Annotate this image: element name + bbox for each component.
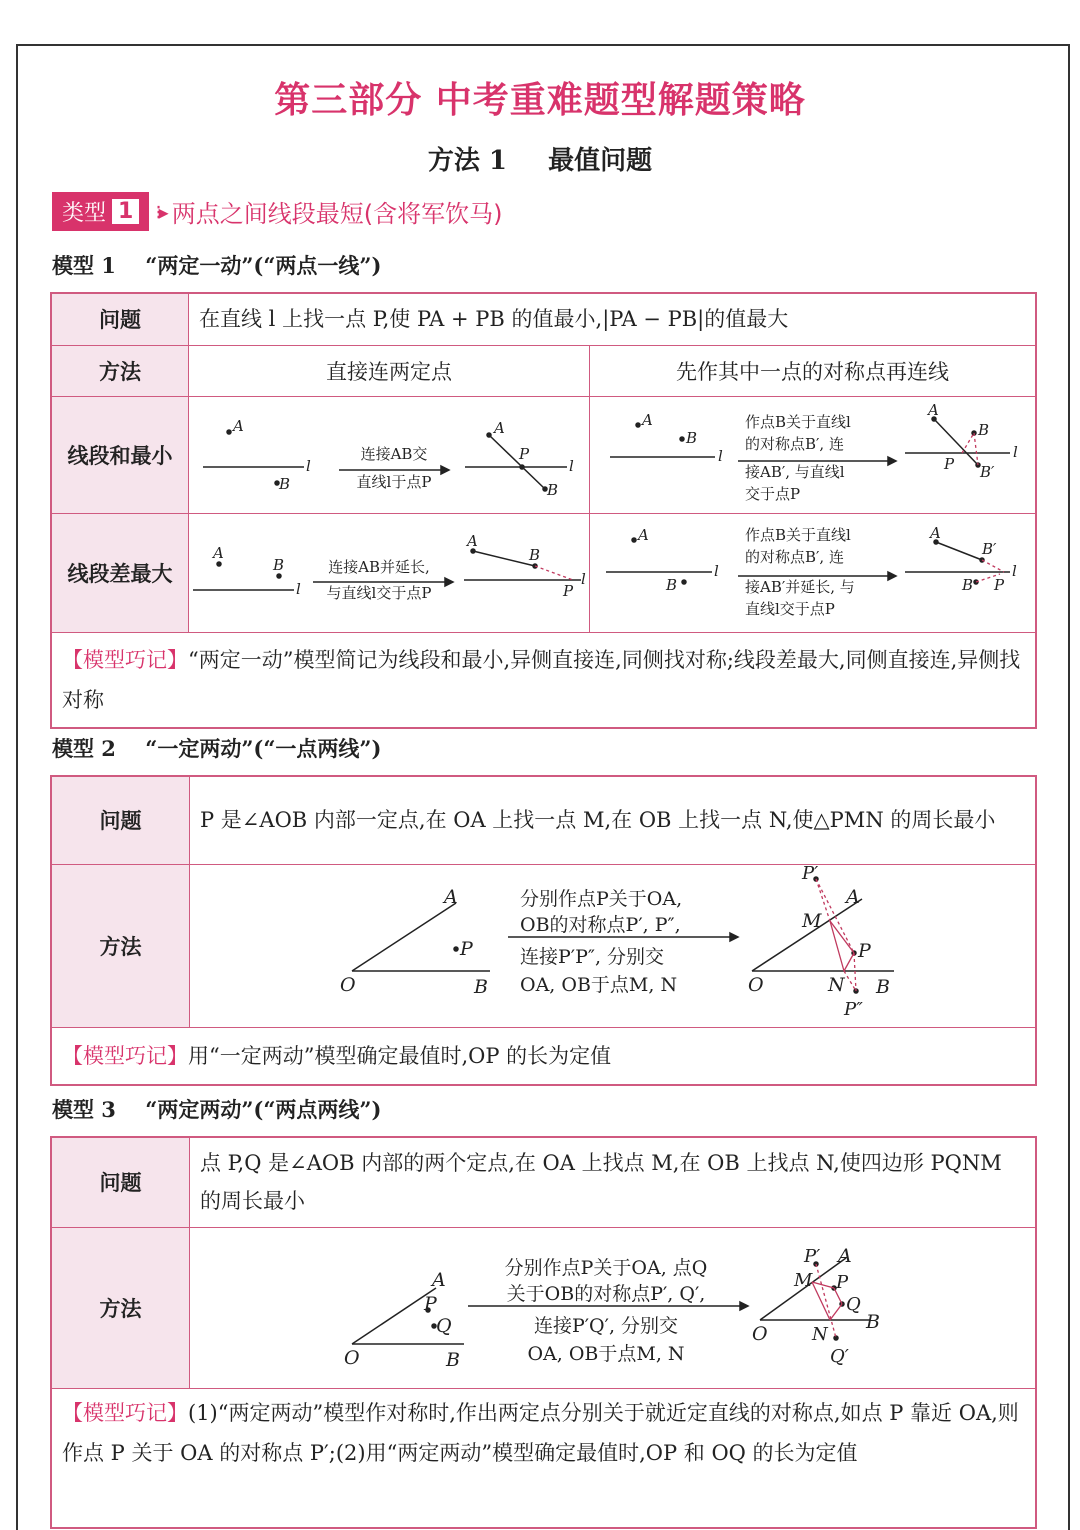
model1-sum-symmetric-figure: [590, 396, 1037, 513]
model1-table: [50, 292, 1037, 729]
caption-line: 接AB′并延长, 与: [745, 577, 855, 596]
svg-text:A: A: [444, 885, 458, 908]
model2-tip: [51, 1027, 1036, 1085]
model3-name: “两定两动”(“两点两线”): [145, 1097, 382, 1122]
svg-text:N: N: [828, 973, 845, 996]
model2-table: [50, 775, 1037, 1086]
type-title: 两点之间线段最短(含将军饮马): [171, 200, 503, 228]
model3-number: 模型 3: [52, 1097, 116, 1122]
caption-line: 作点B关于直线l: [745, 525, 851, 544]
model2-method-label: 方法: [51, 864, 190, 1027]
svg-text:l: l: [296, 579, 301, 598]
model1-number: 模型 1: [52, 253, 116, 278]
model2-question: P 是∠AOB 内部一定点,在 OA 上找一点 M,在 OB 上找一点 N,使△PMN 的周长最小: [190, 776, 1037, 864]
svg-text:B: B: [474, 975, 488, 998]
caption-line: 直线l于点P: [356, 472, 432, 491]
svg-text:B: B: [666, 575, 678, 594]
page-title: 第三部分 中考重难题型解题策略: [274, 80, 806, 121]
model3-tip-text: (1)“两定两动”模型作对称时,作出两定点分别关于就近定直线的对称点,如点 P 靠近 OA,则作点 P 关于 OA 的对称点 P′;(2)用“两定两动”模型确定最值时,OP 和 OQ 的长为定值: [62, 1400, 1019, 1465]
svg-text:P′: P′: [802, 864, 819, 884]
model1-tip: [51, 632, 1036, 728]
tip-tag: 【模型巧记】: [62, 647, 188, 672]
svg-text:l: l: [306, 456, 311, 475]
model1-name: “两定一动”(“两点一线”): [145, 253, 382, 278]
caption-line: 的对称点B′, 连: [745, 547, 844, 566]
model1-sum-label: 线段和最小: [51, 396, 189, 513]
svg-text:A: A: [642, 410, 653, 429]
svg-text:A: A: [213, 543, 224, 562]
caption-line: 分别作点P关于OA,: [520, 887, 683, 910]
model1-method-col1: 直接连两定点: [189, 345, 590, 396]
model3-tip: [51, 1388, 1036, 1528]
svg-text:l: l: [1012, 561, 1017, 580]
model1-question: 在直线 l 上找一点 P,使 PA + PB 的值最小,|PA − PB|的值最大: [189, 293, 1037, 345]
svg-text:M: M: [794, 1269, 813, 1291]
model1-method-col2: 先作其中一点的对称点再连线: [590, 345, 1037, 396]
svg-text:P: P: [858, 939, 871, 962]
caption-line: 接AB′, 与直线l: [745, 462, 845, 481]
model3-heading: [52, 1094, 381, 1124]
caption-line: 的对称点B′, 连: [745, 434, 844, 453]
svg-text:P: P: [563, 581, 574, 600]
model1-diff-label: 线段差最大: [51, 513, 189, 632]
model2-heading: [52, 733, 381, 763]
type-heading: [52, 192, 502, 231]
svg-text:A: A: [494, 418, 505, 437]
svg-text:l: l: [569, 456, 574, 475]
model3-table: [50, 1136, 1037, 1529]
svg-text:A: A: [838, 1244, 852, 1267]
model2-figure: [190, 864, 1037, 1027]
caption-line: 直线l交于点P: [745, 599, 835, 618]
svg-text:O: O: [748, 973, 764, 996]
model3-question-label: 问题: [51, 1137, 190, 1227]
caption-line: OA, OB于点M, N: [520, 973, 678, 996]
svg-text:B: B: [866, 1310, 880, 1333]
svg-text:Q: Q: [846, 1293, 861, 1315]
svg-text:B: B: [547, 480, 559, 499]
model1-diff-direct-figure: [189, 513, 590, 632]
svg-text:l: l: [714, 561, 719, 580]
caption-line: 与直线l交于点P: [326, 583, 432, 602]
svg-text:B′: B′: [982, 539, 997, 558]
svg-text:N: N: [812, 1323, 828, 1345]
svg-text:A: A: [928, 400, 939, 419]
svg-text:B: B: [978, 420, 990, 439]
svg-text:O: O: [344, 1346, 360, 1369]
svg-text:P: P: [424, 1292, 437, 1315]
model1-sum-direct-figure: [189, 396, 590, 513]
svg-text:O: O: [752, 1322, 768, 1345]
svg-text:B′: B′: [980, 462, 995, 481]
svg-text:P: P: [994, 575, 1005, 594]
model2-number: 模型 2: [52, 736, 116, 761]
model3-question: 点 P,Q 是∠AOB 内部的两个定点,在 OA 上找点 M,在 OB 上找点 N,使四边形 PQNM 的周长最小: [190, 1137, 1037, 1227]
svg-text:B: B: [529, 545, 541, 564]
svg-text:P″: P″: [844, 998, 863, 1020]
caption-line: OB的对称点P′, P″,: [520, 913, 681, 936]
tip-tag: 【模型巧记】: [62, 1400, 188, 1425]
svg-text:A: A: [638, 525, 649, 544]
caption-line: OA, OB于点M, N: [527, 1342, 685, 1365]
svg-text:B: B: [273, 555, 285, 574]
model3-method-label: 方法: [51, 1227, 190, 1388]
svg-text:A: A: [432, 1268, 446, 1291]
type-label: 类型: [62, 201, 107, 226]
svg-text:A: A: [930, 523, 941, 542]
svg-text:O: O: [340, 973, 356, 996]
type-badge: [52, 192, 149, 231]
caption-line: 连接AB并延长,: [328, 557, 430, 576]
model1-diff-symmetric-figure: [590, 513, 1037, 632]
svg-text:l: l: [1013, 442, 1018, 461]
model1-question-label: 问题: [51, 293, 189, 345]
svg-text:A: A: [467, 531, 478, 550]
model1-method-label: 方法: [51, 345, 189, 396]
method-heading: [0, 140, 1080, 177]
svg-text:B: B: [446, 1348, 460, 1371]
svg-text:Q′: Q′: [830, 1345, 849, 1367]
svg-text:M: M: [802, 909, 822, 932]
model2-name: “一定两动”(“一点两线”): [145, 736, 382, 761]
model3-figure: [190, 1227, 1037, 1388]
model1-tip-text: “两定一动”模型简记为线段和最小,异侧直接连,同侧找对称;线段差最大,同侧直接连,异侧找对称: [62, 647, 1021, 712]
svg-text:A: A: [233, 416, 244, 435]
svg-text:l: l: [718, 446, 723, 465]
svg-text:l: l: [581, 569, 586, 588]
svg-text:P: P: [460, 937, 473, 960]
svg-text:P: P: [519, 444, 530, 463]
type-number: 1: [112, 199, 139, 224]
caption-line: 连接P′Q′, 分别交: [533, 1314, 679, 1337]
svg-text:P: P: [836, 1271, 849, 1293]
caption-line: 连接AB交: [360, 444, 428, 463]
svg-text:P′: P′: [804, 1245, 821, 1267]
model2-tip-text: 用“一定两动”模型确定最值时,OP 的长为定值: [188, 1043, 612, 1068]
svg-text:B: B: [686, 428, 698, 447]
model2-question-label: 问题: [51, 776, 190, 864]
svg-text:B: B: [279, 474, 291, 493]
svg-text:A: A: [846, 885, 860, 908]
method-name: 最值问题: [548, 146, 653, 176]
caption-line: 作点B关于直线l: [745, 412, 851, 431]
svg-text:Q: Q: [436, 1314, 452, 1337]
svg-text:P: P: [944, 454, 955, 473]
caption-line: 交于点P: [745, 484, 801, 503]
tip-tag: 【模型巧记】: [62, 1043, 188, 1068]
svg-text:B: B: [962, 575, 974, 594]
caption-line: 关于OB的对称点P′, Q′,: [506, 1282, 706, 1305]
svg-text:B: B: [876, 975, 890, 998]
caption-line: 分别作点P关于OA, 点Q: [504, 1256, 708, 1279]
method-number: 方法 1: [427, 146, 508, 176]
model1-heading: [52, 250, 381, 280]
caption-line: 连接P′P″, 分别交: [520, 945, 665, 968]
dotted-arrow-icon: ⁝▸: [155, 199, 166, 224]
